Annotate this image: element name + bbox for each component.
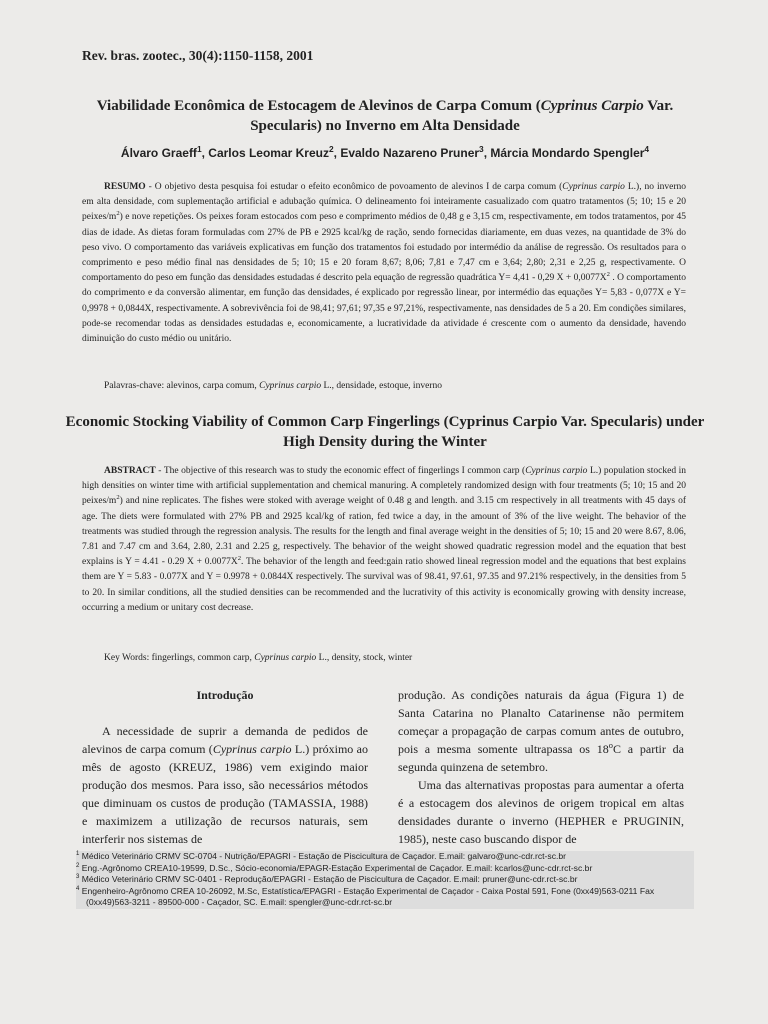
keywords-portuguese: Palavras-chave: alevinos, carpa comum, Cyprinus carpio L., densidade, estoque, inverno [104, 381, 442, 391]
author-3: Evaldo Nazareno Pruner$^3$ [340, 144, 484, 160]
body-column-left [82, 686, 368, 848]
footnotes-block [76, 851, 694, 909]
author-2: Carlos Leomar Kreuz$^2$ [208, 144, 334, 160]
title-english: Economic Stocking Viability of Common Carp Fingerlings (Cyprinus Carpio Var. Specularis) under High Density during the Winter [65, 414, 705, 450]
keywords-english: Key Words: fingerlings, common carp, Cyprinus carpio L., density, stock, winter [104, 653, 413, 663]
footnote-1: $^1$ Médico Veterinário CRMV SC-0704 - Nutrição/EPAGRI - Estação de Piscicultura de Caçador. E.mail: galvaro@unc-cdr.rct-sc.br [76, 851, 567, 861]
resumo-label: RESUMO [104, 182, 146, 192]
abstract-label: ABSTRACT [104, 466, 156, 476]
footnote-2: $^2$ Eng.-Agrônomo CREA10-19599, D.Sc., Sócio-economia/EPAGR-Estação Experimental de Caçador. E.mail: kcarlos@unc-cdr.rct-sc.br [76, 862, 593, 873]
species-name: Cyprinus Carpio [540, 98, 644, 114]
intro-paragraph-2: produção. As condições naturais da água (Figura 1) de Santa Catarina no Planalto Catarinense não permitem começar a propagação de carpas comum antes de outubro, pois a mesma somente ultrapassa os 18$^o$C a partir da segunda quinzena de setembro. [398, 688, 684, 774]
abstract-paragraph: ABSTRACT - The objective of this research was to study the economic effect of fingerlings I common carp (Cyprinus carpio L.) population stocked in high densities on winter time with artificial supplementation and chemical manuring. A completely randomized design with four treatments (5; 10; 15 and 20 peixes/$m^2$) and nine replicates. The fishes were stoked with average weight of 0.48 g and length. and 3.15 cm respectively in all treatments with 45 days of age. The diets were formulated with 27% PB and 2925 kcal/kg of ration, fed twice a day, in the amount of 3% of the live weight. The behavior of the treatments was studied through the regression analysis. The results for the length and final average weight in the densities of 5; 10; 15 and 20 were 8.67, 8.06, 7.81 and 7.47 cm and 3.64, 2.80, 2.31 and 2.25 g, respectively. The behavior of the weight showed quadratic regression model and the equation that best explains is Y = 4.41 - 0.29 $X + 0.0077X^2$. The behavior of the length and feed:gain ratio showed lineal regression model and the equations that best explains them are Y = 5.83 - 0.077X and Y = 0.9978 + 0.0844X respectively. The survival was of 98.41, 97.61, 97.35 and 97.21% respectively, in the densities from 5 to 20. In similar conditions, all the studied densities can be recommended and the lucrativity of this activity is economically growing with density increase, occurring a medium or unitary cost decrease. [82, 466, 687, 613]
authors-line: Álvaro Graeff$^1$, Carlos Leomar Kreuz$^2$, Evaldo Nazareno Pruner$^3$, Márcia Mondardo Spengler$^4$ [120, 144, 650, 160]
body-column-right [398, 686, 684, 848]
journal-citation: Rev. bras. zootec., 30(4):1150-1158, 2001 [82, 48, 314, 63]
author-4: Márcia Mondardo Spengler$^4$ [490, 144, 650, 160]
intro-paragraph-3: Uma das alternativas propostas para aumentar a oferta é a estocagem dos alevinos de origem tropical em altas densidades durante o inverno (HEPHER e PRUGININ, 1985), neste caso buscando dispor de [398, 778, 684, 846]
title-portuguese: Viabilidade Econômica de Estocagem de Alevinos de Carpa Comum (Cyprinus Carpio Var. Specularis) no Inverno em Alta Densidade [96, 98, 674, 134]
intro-paragraph-1: A necessidade de suprir a demanda de pedidos de alevinos de carpa comum (Cyprinus carpio L.) próximo ao mês de agosto (KREUZ, 1986) vem exigindo maior produção dos mesmos. Para isso, são necessários métodos que diminuam os custos de produção (TAMASSIA, 1988) e maximizem a utilização de recursos naturais, sem interferir nos sistemas de [82, 724, 368, 846]
resumo-paragraph: RESUMO - O objetivo desta pesquisa foi estudar o efeito econômico de povoamento de alevinos I de carpa comum (Cyprinus carpio L.), no inverno em alta densidade, com suplementação artificial e adubação química. O delineamento foi inteiramente casualizado com quatro tratamentos (5; 10; 15 e 20 peixes/$m^2$) e nove repetições. Os peixes foram estocados com peso e comprimento médios de 0,48 g e 3,15 cm, respectivamente, em todos tratamentos, por 45 dias de idade. As dietas foram formuladas com 27% de PB e 2925 kcal/kg de ração, sendo fornecidas diariamente, em duas vezes, na quantidade de 3% do peso vivo. O comportamento das variáveis explicativas em função dos tratamentos foi estudado por intermédio da análise de regressão. Os resultados para o comprimento e peso médio final nas densidades de 5; 10; 15 e 20 foram 8,67; 8,06; 7,81 e 7,47 cm e 3,64; 2,80; 2,31 e 2,25 g, respectivamente. O comportamento do peso em função das densidades estudadas é descrito pela equação de regressão quadrática Y= 4,41 - 0,29 $X + 0,0077X^2$ . O comportamento do comprimento e da conversão alimentar, em função das densidades, é explicado por regressão linear, por intermédio das equações Y= 5,83 - 0,077X e Y= 0,9978 + 0,0844X, respectivamente. A sobrevivência foi de 98,41; 97,61; 97,35 e 97,21%, respectivamente, nas densidades de 5 a 20. Em condições similares, pode-se recomendar todas as densidades estudadas e, economicamente, a lucratividade da atividade é crescente com o aumento da densidade, havendo diminuição do custo médio ou unitário. [82, 182, 687, 345]
author-1: Álvaro Graeff$^1$ [120, 144, 202, 160]
footnote-4: $^4$ Engenheiro-Agrônomo CREA 10-26092, M.Sc, Estatística/EPAGRI - Estação Experimental de Caçador - Caixa Postal 591, Fone (0xx49)563-0211 Fax (0xx49)563-3211 - 89500-000 - Caçador, SC. E.mail: spengler@unc-cdr.rct-sc.br [76, 885, 655, 907]
footnote-3: $^3$ Médico Veterinário CRMV SC-0401 - Reprodução/EPAGRI - Estação de Piscicultura de Caçador. E.mail: pruner@unc-cdr.rct-sc.br [76, 874, 578, 884]
section-heading-introducao: Introdução [196, 688, 254, 702]
